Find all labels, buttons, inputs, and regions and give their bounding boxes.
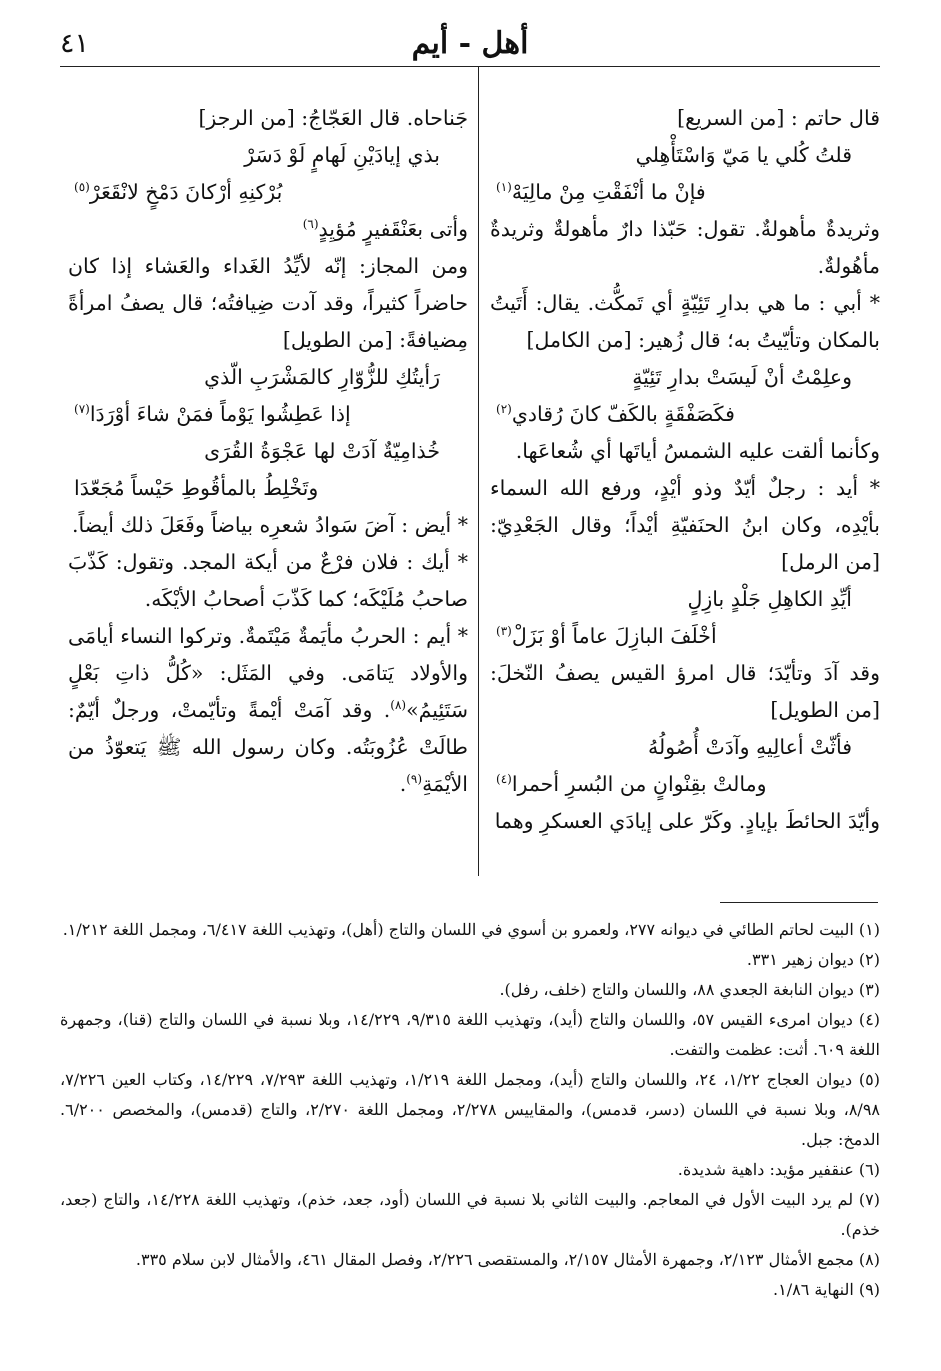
column-divider [478,66,479,876]
paragraph: ومن المجاز: إنّه لأيِّدُ الغَداء والعَشاء إذا كان حاضراً كثيراً، وقد آدت ضِيافتُه؛ قال يصفُ امرأةً مِضيافةً: [من الطويل] [68,254,468,352]
footnote: (٤) ديوان امرىء القيس ٥٧، واللسان والتاج (أيد)، وتهذيب اللغة ٩/٣١٥، ١٤/٢٢٩، وبلا نسبة في اللسان والتاج (قنا)، وجمهرة اللغة ٦٠٩. أثت: عظمت والتفت. [60,1010,881,1059]
verse-line: خُذامِيّةٌ آدَتْ لها عَجْوَةُ القُرَى [204,439,440,463]
verse-line: رَأيتُكِ للزُّوّارِ كالمَشْرَبِ الّذي [204,365,440,389]
verse-text: إذا عَطِشُوا يَوْماً فمَنْ شاءَ أوْرَدَا [89,402,351,426]
paragraph-text: * أيم : الحربُ مأيَمةٌ مَيْتَمةٌ. وتركوا النساء أيامَى والأولاد يَتامَى. وفي المَثَل: «كُلُّ ذاتِ بَعْلٍ سَتَئِيمُ» [68,624,468,722]
paragraph: جَناحاه. قال العَجّاجُ: [من الرجز] [198,106,468,130]
footnote-ref: (١) [496,180,512,195]
footnote-ref: (٧) [74,402,90,417]
verse-line: قلتُ كُلي يا مَيّ وَاسْتَأْهِلي [635,143,852,167]
footnote-ref: (٤) [496,772,512,787]
footnotes [60,915,880,1305]
verse-line: بذي إيادَيْنِ لَهامٍ لَوْ دَسَرْ [244,143,440,167]
page-number: ٤١ [60,28,90,59]
verse-line [68,396,468,433]
footnote-ref: (٨) [390,698,407,713]
paragraph: وثريدةٌ مأهولةٌ. تقول: حَبّذا دارٌ مأهولةٌ وثريدةٌ مأهُولةٌ. [490,217,880,278]
verse-line: وعلِمْتُ أنْ لَيسَتْ بدارِ تَئِيّةٍ [632,365,852,389]
footnote: (٧) لم يرد البيت الأول في المعاجم. والبيت الثاني بلا نسبة في اللسان (أود، جعد، خذم)، وتهذيب اللغة ١٤/٢٢٨، والتاج (جعد، خذم). [60,1190,881,1239]
entry-ayd: * أيد : رجلٌ أيّدٌ وذو أيْدٍ، ورفع الله السماء بأيْدِه، وكان ابنُ الحنَفيّةِ أيْداً؛ وقال الجَعْدِيّ: [من الرمل] [490,476,880,574]
entry-ayd-2: * أيض : آضَ سَوادُ شعرِه بياضاً وفَعَلَ ذلك أيضاً. [71,513,468,537]
footnote-ref: (٥) [74,180,90,195]
paragraph [68,211,468,248]
paragraph: وقد آدَ وتأيّدَ؛ قال امرؤ القيس يصفُ النّخلَ: [من الطويل] [490,661,880,722]
verse-line: فأثّتْ أعالِيهِ وآدَتْ أُصُولُهُ [648,735,852,759]
right-column [490,100,880,840]
footnote: (١) البيت لحاتم الطائي في ديوانه ٢٧٧، ولعمرو بن أسوي في اللسان والتاج (أهل)، وتهذيب اللغة ٦/٤١٧، ومجمل اللغة ١/٢١٢. [62,920,880,939]
footnote-rule [720,902,878,903]
page-title: أهل - أيم [411,26,529,61]
entry-aym [68,618,468,803]
left-column [68,100,468,803]
verse-text: فإنْ ما أنْفَقْتِ مِنْ مالِيَهْ [511,180,706,204]
footnote-ref: (٢) [496,402,512,417]
verse-line: وتَخْلِطُ بالمأقُوطِ حَيْساً مُجَعّدَا [74,476,319,500]
footnote: (٩) النهاية ١/٨٦. [773,1280,880,1299]
verse-text: ومالتْ بقِنْوانٍ من البُسرِ أحمرا [511,772,767,796]
verse-line [490,174,880,211]
footnote: (٥) ديوان العجاج ١/٢٢، ٢٤، واللسان والتاج (أيد)، ومجمل اللغة ١/٢١٩، وتهذيب اللغة ٧/٢٩٣، ١٤/٢٢٩، وكتاب العين ٧/٢٢٦، ٨/٩٨، وبلا نسبة في اللسان (دسر، قدمس)، والمقاييس ٢/٢٧٨، ومجمل اللغة ٢/٢٧٠، والتاج (قدمس)، والمخصص ٦/٢٠٠. الدمخ: جبل. [60,1070,881,1149]
entry-aby: * أبي : ما هي بدارِ تَئِيّةٍ أي تَمكُّث. يقال: أَتَيتُ بالمكان وتأيّيتُ به؛ قال زُهير: [من الكامل] [490,291,880,352]
verse-text: فكَصَفْقَةٍ بالكَفّ كانَ رُقادي [511,402,735,426]
paragraph-text: وأتى بعَنْقَفيرٍ مُؤيِدٍ [318,217,468,241]
footnote: (٨) مجمع الأمثال ٢/١٢٣، وجمهرة الأمثال ٢/١٥٧، والمستقصى ٢/٢٢٦، وفصل المقال ٤٦١، والأمثال لابن سلام ٣٣٥. [135,1250,880,1269]
paragraph: وكأنما ألقت عليه الشمسُ أياتَها أي شُعاعَها. [515,439,880,463]
footnote-ref: (٣) [496,624,512,639]
verse-line [490,766,880,803]
page-header [60,18,880,64]
entry-ayk: * أيك : فلان فرْعٌ من أيكة المجد. وتقول: كَذّبَ صاحبُ مُلَيْكَه؛ كما كَذّبَ أصحابُ الأيْكَه. [68,550,468,611]
paragraph: قال حاتم : [من السريع] [677,106,880,130]
header-rule [60,66,880,67]
verse-line: أيِّدِ الكاهِلِ جَلْدٍ بازِلٍ [687,587,852,611]
footnote-ref: (٦) [302,217,319,232]
footnote: (٢) ديوان زهير ٣٣١. [746,950,880,969]
verse-text: بُرْكنِهِ أرْكانَ دَمْخٍ لانْقَعَرْ [89,180,283,204]
footnote-ref: (٩) [406,772,423,787]
verse-line [490,396,880,433]
footnote: (٣) ديوان النابغة الجعدي ٨٨، واللسان والتاج (خلف، رفل). [499,980,880,999]
paragraph-text: . وقد آمَتْ أيْمةً وتأيّمتْ، ورجلٌ أيّمٌ: طالَتْ عُزُوبَتُه. وكان رسول الله ﷺ يَتعوّذُ من الأيْمَةِ [68,698,468,796]
paragraph-text: . [399,772,407,796]
verse-line [68,174,468,211]
verse-line [490,618,880,655]
verse-text: أخْلَفَ البازِلَ عاماً أوْ بَزَلْ [511,624,717,648]
footnote: (٦) عنقفير مؤيد: داهية شديدة. [677,1160,880,1179]
paragraph: وأيّدَ الحائطَ بإيادٍ. وكَرّ على إيادَي العسكرِ وهما [494,809,880,833]
